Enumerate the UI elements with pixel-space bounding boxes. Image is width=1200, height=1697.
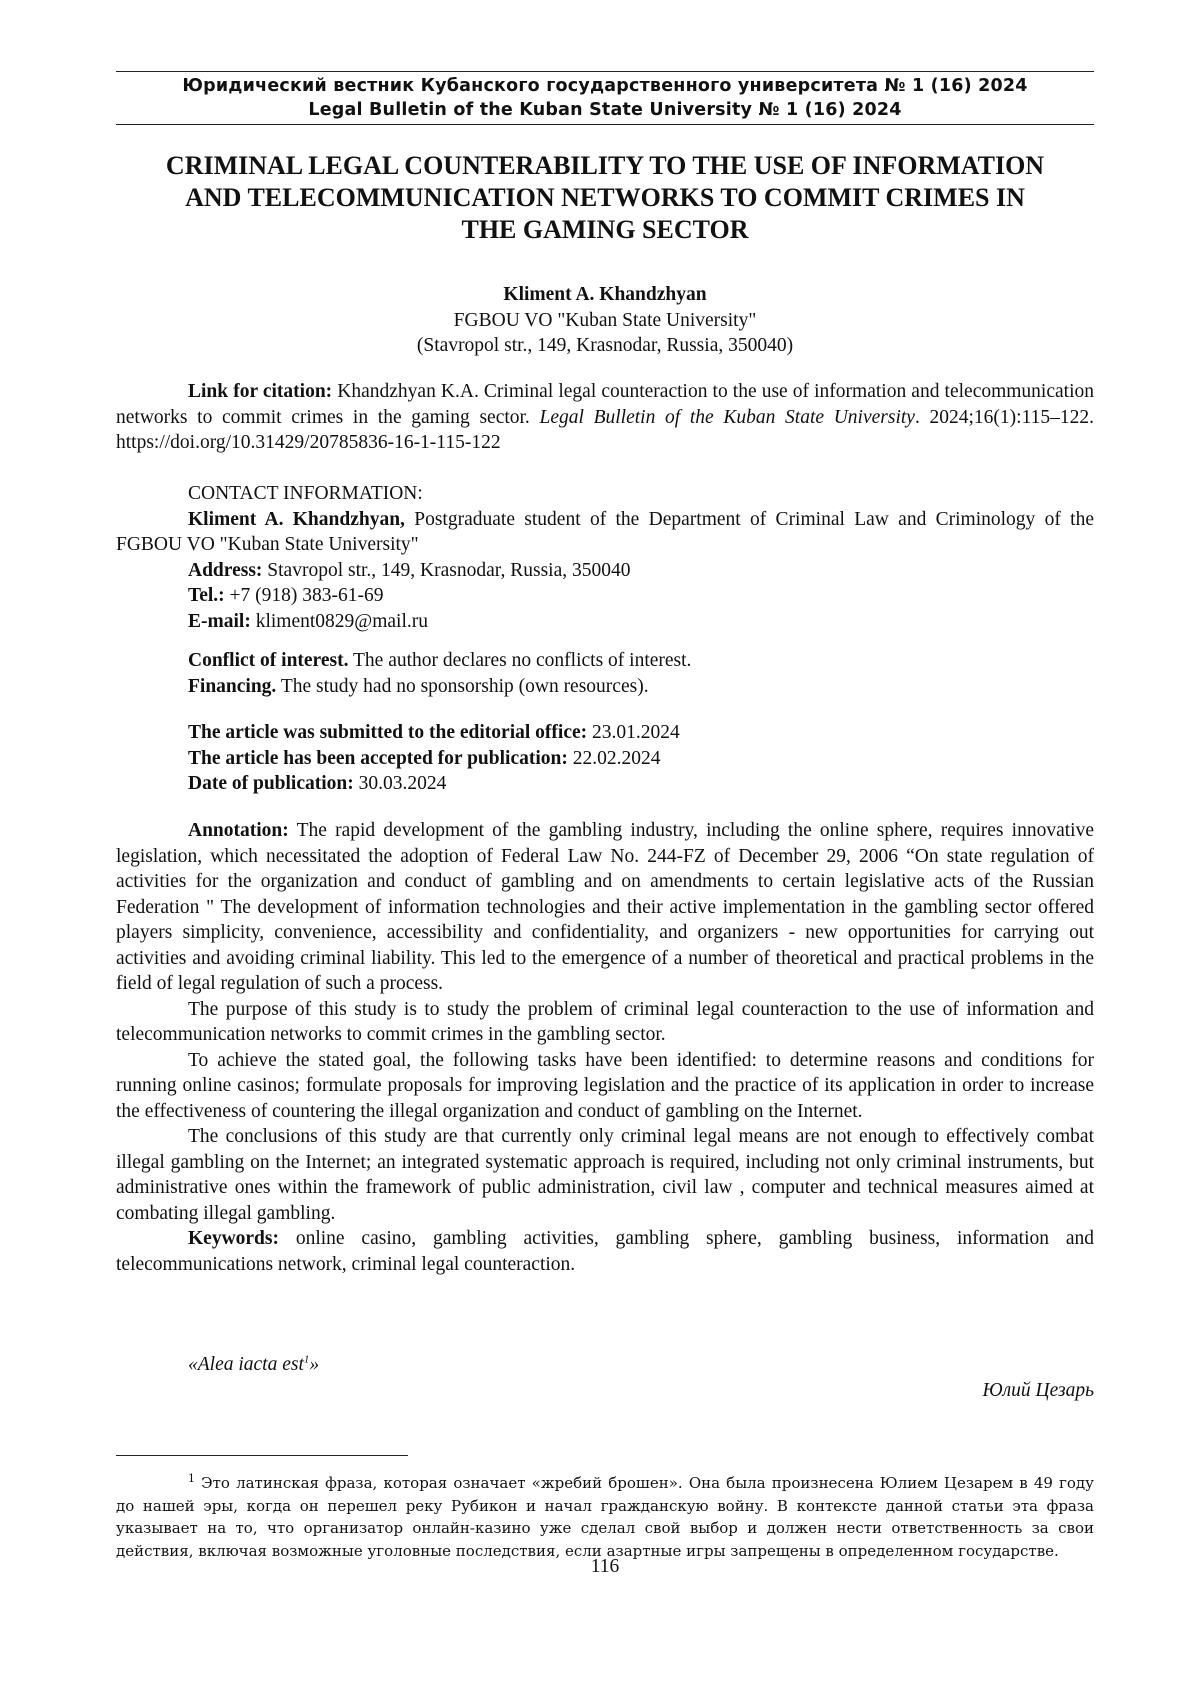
publication-date: [116, 771, 1094, 797]
contact-address: [116, 558, 1094, 584]
contact-position: Postgraduate student of the Department of Criminal Law and Criminology of the FGBOU VO "Kuban State University": [116, 508, 1095, 555]
citation-label: Link for citation:: [188, 381, 333, 402]
address-label: Address:: [188, 559, 263, 581]
contact-tel: [116, 583, 1094, 609]
contact-heading: CONTACT INFORMATION:: [188, 483, 423, 504]
address-value: Stavropol str., 149, Krasnodar, Russia, 350040: [262, 559, 631, 581]
epigraph: [116, 1352, 1094, 1403]
tel-value: +7 (918) 383-61-69: [224, 585, 384, 606]
citation-text: Khandzhyan K.A. Criminal legal counteraction to the use of information and telecommunication networks to commit crimes in the gaming sector.: [116, 381, 1094, 428]
annotation-text: The rapid development of the gambling industry, including the online sphere, requires innovative legislation, which necessitated the adoption of Federal Law No. 244-FZ of December 29, 2006 “On state regulation of activities for the organization and conduct of gambling and on amendments to certain legislative acts of the Russian Federation " The development of information technologies and their active implementation in the gambling sector offered players simplicity, convenience, accessibility and confidentiality, and organizers - new opportunities for carrying out activities and avoiding criminal liability. This led to the emergence of a number of theoretical and practical problems in the field of legal regulation of such a process.: [116, 820, 1094, 994]
header-bottom-rule: [116, 124, 1094, 125]
contact-block: [116, 481, 1094, 634]
footnote: [116, 1472, 1094, 1562]
epigraph-close: »: [309, 1354, 320, 1375]
title-line: CRIMINAL LEGAL COUNTERABILITY TO THE USE OF INFORMATION: [165, 151, 1045, 180]
conflict-of-interest: [116, 648, 1094, 674]
accepted-label: The article has been accepted for publication:: [188, 747, 568, 769]
submitted-date: [116, 720, 1094, 746]
epigraph-attribution: Юлий Цезарь: [982, 1379, 1094, 1401]
citation-journal: Legal Bulletin of the Kuban State University: [539, 406, 915, 428]
disclosures-block: [116, 648, 1094, 699]
annotation-paragraph: [116, 818, 1094, 997]
email-value: kliment0829@mail.ru: [250, 610, 429, 632]
submitted-value: 23.01.2024: [587, 722, 680, 743]
annotation-block: [116, 818, 1094, 1277]
financing-text: The study had no sponsorship (own resources).: [276, 675, 649, 697]
footnote-rule: [116, 1455, 408, 1456]
footnote-mark: 1: [188, 1472, 195, 1485]
author-block: [116, 282, 1094, 359]
title-line: THE GAMING SECTOR: [461, 215, 749, 244]
journal-header-ru: Юридический вестник Кубанского государственного университета № 1 (16) 2024: [182, 76, 1028, 96]
published-value: 30.03.2024: [353, 773, 447, 794]
annotation-paragraph: To achieve the stated goal, the following tasks have been identified: to determine reasons and conditions for running online casinos; formulate proposals for improving legislation and the practice of its application in order to increase the effectiveness of countering the illegal organization and conduct of gambling on the Internet.: [116, 1049, 1094, 1122]
footnote-ref[interactable]: 1: [303, 1353, 310, 1366]
accepted-value: 22.02.2024: [567, 747, 661, 769]
epigraph-quote: [116, 1352, 1094, 1378]
keywords-paragraph: [116, 1226, 1094, 1277]
epigraph-text: «Alea iacta est: [188, 1354, 304, 1375]
annotation-label: Annotation:: [188, 820, 289, 841]
page-number: 116: [590, 1556, 620, 1577]
contact-email: [116, 609, 1094, 635]
author-name: Kliment A. Khandzhyan: [503, 284, 707, 305]
article-title: [116, 150, 1094, 246]
financing: [116, 674, 1094, 700]
author-address: (Stavropol str., 149, Krasnodar, Russia, 350040): [416, 335, 794, 356]
tel-label: Tel.:: [188, 585, 225, 606]
annotation-paragraph: The conclusions of this study are that currently only criminal legal means are not enough to effectively combat illegal gambling on the Internet; an integrated systematic approach is required, including not only criminal instruments, but administrative ones within the framework of public administration, civil law , computer and technical measures aimed at combating illegal gambling.: [116, 1126, 1094, 1224]
dates-block: [116, 720, 1094, 797]
keywords-label: Keywords:: [188, 1228, 279, 1249]
submitted-label: The article was submitted to the editorial office:: [188, 722, 588, 743]
accepted-date: [116, 746, 1094, 772]
contact-name: Kliment A. Khandzhyan,: [188, 508, 405, 530]
published-label: Date of publication:: [188, 773, 354, 794]
citation-block: [116, 379, 1094, 456]
title-line: AND TELECOMMUNICATION NETWORKS TO COMMIT CRIMES IN: [185, 183, 1025, 212]
citation-doi: . 2024;16(1):115–122. https://doi.org/10.31429/20785836-16-1-115-122: [116, 406, 1094, 453]
keywords-text: online casino, gambling activities, gambling sphere, gambling business, information and telecommunications network, criminal legal counteraction.: [116, 1228, 1094, 1275]
contact-person: [116, 507, 1094, 558]
footnote-text: Это латинская фраза, которая означает «жребий брошен». Она была произнесена Юлием Цезарем в 49 году до нашей эры, когда он перешел реку Рубикон и начал гражданскую войну. В контексте данной статьи эта фраза указывает на то, что организатор онлайн-казино уже сделал свой выбор и должен нести ответственность за свои действия, включая возможные уголовные последствия, если азартные игры запрещены в определенном государстве.: [116, 1474, 1094, 1560]
email-label: E-mail:: [188, 610, 251, 632]
journal-header-en: Legal Bulletin of the Kuban State University № 1 (16) 2024: [308, 100, 902, 120]
conflict-label: Conflict of interest.: [188, 650, 349, 671]
header-top-rule: [116, 71, 1094, 72]
author-affiliation: FGBOU VO "Kuban State University": [453, 309, 757, 331]
financing-label: Financing.: [188, 675, 277, 697]
annotation-paragraph: The purpose of this study is to study the problem of criminal legal counteraction to the use of information and telecommunication networks to commit crimes in the gambling sector.: [116, 998, 1094, 1045]
conflict-text: The author declares no conflicts of interest.: [348, 650, 692, 671]
